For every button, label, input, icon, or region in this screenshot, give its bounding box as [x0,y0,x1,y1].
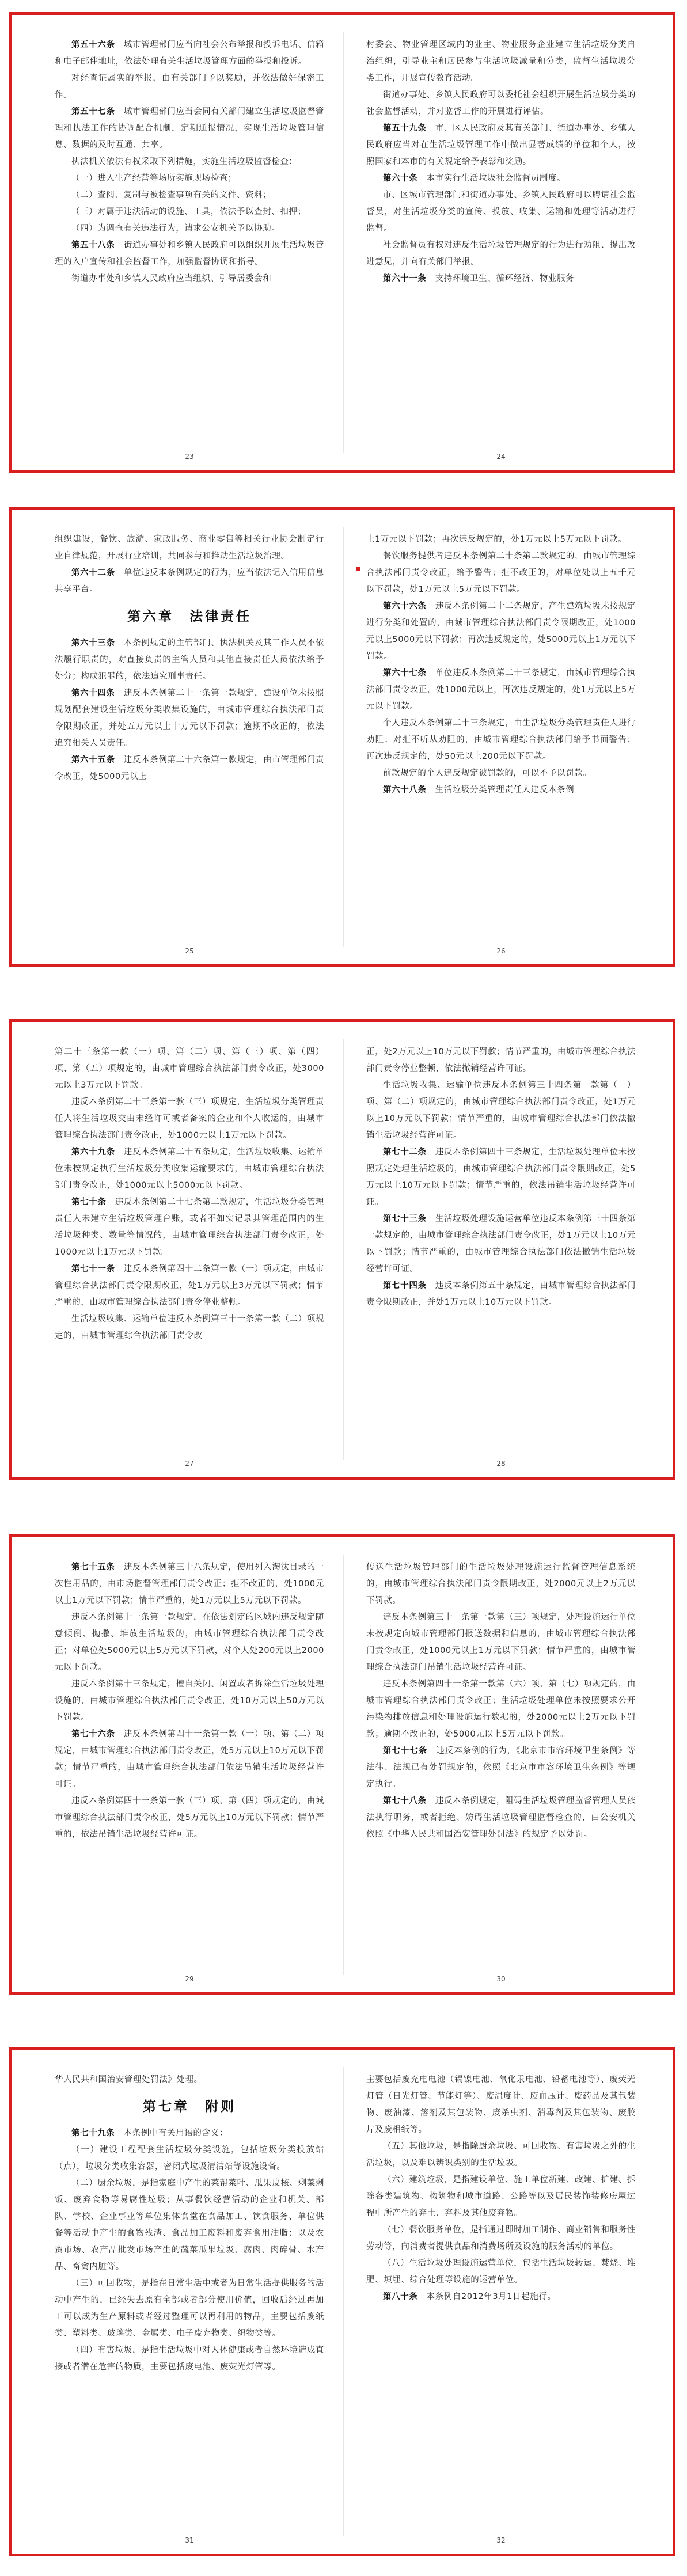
article-number: 第七十九条 [71,2129,115,2138]
paragraph-text: 市、区人民政府及其有关部门、街道办事处、乡镇人民政府应当对在生活垃圾管理工作中做出显著成绩的单位和个人，按照国家和本市的有关规定给予表彰和奖励。 [366,124,636,166]
red-marker [356,567,360,571]
paragraph-text: 第二十三条第一款（一）项、第（二）项、第（三）项、第（四）项、第（五）项规定的，由城市管理综合执法部门责令改正，处3000元以上3万元以下罚款。 [55,1047,324,1090]
left-page-text [55,1044,324,1344]
article-number: 第七十条 [71,1198,107,1207]
paragraph-text: （五）其他垃圾，是指除厨余垃圾、可回收物、有害垃圾之外的生活垃圾，以及难以辨识类别的生活垃圾。 [366,2142,636,2168]
left-page-text [55,531,324,785]
paragraph-text: 生活垃圾分类管理责任人违反本条例 [435,785,575,795]
article-paragraph [55,635,324,685]
article-paragraph [366,1211,636,1278]
paragraph-text: （六）建筑垃圾，是指建设单位、施工单位新建、改建、扩建、拆除各类建筑物、构筑物和城市道路、公路等以及居民装饰装修房屋过程中所产生的弃土、弃料及其他废弃物。 [366,2175,636,2218]
paragraph [55,187,324,204]
article-number: 第七十八条 [383,1796,427,1806]
article-number: 第七十四条 [383,1281,427,1290]
paragraph [55,1311,324,1344]
paragraph-text: （八）生活垃圾处理设施运营单位，包括生活垃圾转运、焚烧、堆肥、填埋、综合处理等设施的运营单位。 [366,2259,636,2285]
article-paragraph [366,598,636,665]
article-paragraph [366,170,636,187]
paragraph [55,221,324,237]
article-paragraph [366,1278,636,1311]
paragraph [55,2072,324,2088]
paragraph-text: 生活垃圾收集、运输单位违反本条例第三十四条第一款第（一）项、第（二）项规定的，由城市管理综合执法部门责令改正，处1万元以上10万元以下罚款；情节严重的，由城市管理综合执法部门依法撤销生活垃圾经营许可证。 [366,1081,636,1140]
paragraph-text: 违反本条例第十三条规定，擅自关闭、闲置或者拆除生活垃圾处理设施的，由城市管理综合执法部门责令改正，处10万元以上50万元以下罚款。 [55,1680,324,1722]
gutter-divider [343,1039,344,1460]
paragraph-text: 违反本条例第二十二条规定，产生建筑垃圾未按规定进行分类和处置的，由城市管理综合执法部门责令限期改正，处1000元以上5000元以下罚款；再次违反规定的，处5000元以上1万元以下罚款。 [366,602,636,661]
chapter-heading: 第七章 附则 [143,2099,236,2114]
paragraph-text: （三）对属于违法活动的设施、工具，依法予以查封、扣押； [71,207,306,216]
paragraph [55,2275,324,2342]
paragraph-text: 餐饮服务提供者违反本条例第二十条第二款规定的，由城市管理综合执法部门责令改正，给予警告；拒不改正的，对单位处以上五千元以下罚款，处1万元以上5万元以下罚款。 [366,552,636,594]
paragraph-text: 生活垃圾收集、运输单位违反本条例第三十一条第一款（二）项规定的，由城市管理综合执法部门责令改 [55,1314,324,1340]
article-number: 第六十八条 [383,785,427,795]
page-spread-2 [9,507,675,967]
paragraph-text: 违反本条例第二十七条第二款规定，生活垃圾分类管理责任人未建立生活垃圾管理台账，或者不如实记录其管理范围内的生活垃圾种类、数量等情况的，由城市管理综合执法部门责令改正，处1000元以上1万元以下罚款。 [55,1198,324,1257]
page-number: 25 [185,947,194,955]
paragraph-text: 本条例规定的主管部门、执法机关及其工作人员不依法履行职责的，对直接负责的主管人员和其他直接责任人员依法给予处分；构成犯罪的，依法追究刑事责任。 [55,639,324,681]
paragraph [366,548,636,598]
paragraph [366,1044,636,1077]
paragraph [55,2342,324,2376]
page-number: 24 [496,453,506,461]
paragraph [366,2138,636,2172]
paragraph [366,2072,636,2138]
paragraph-text: 违反本条例第二十五条规定，生活垃圾收集、运输单位未按规定执行生活垃圾分类收集运输要求的，由城市管理综合执法部门责令改正，处1000元以上5000元以下罚款。 [55,1148,324,1190]
paragraph-text: （四）为调查有关违法行为，请求公安机关予以协助。 [71,224,280,233]
paragraph [366,2172,636,2222]
article-number: 第六十九条 [71,1148,115,1157]
page-number: 23 [185,453,194,461]
article-number: 第七十二条 [383,1148,427,1157]
article-number: 第七十五条 [71,1563,115,1572]
paragraph [366,1559,636,1609]
paragraph [55,2142,324,2175]
article-number: 第五十六条 [71,40,115,50]
left-page-text [55,37,324,287]
paragraph [55,1676,324,1726]
paragraph-text: 对经查证属实的举报，由有关部门予以奖励，并依法做好保密工作。 [55,74,324,100]
article-paragraph [55,752,324,785]
article-paragraph [55,237,324,271]
paragraph [366,715,636,765]
article-paragraph [366,782,636,799]
paragraph [366,531,636,548]
right-page-text [366,1044,636,1311]
article-paragraph [55,685,324,752]
paragraph [366,1077,636,1144]
article-number: 第七十三条 [383,1214,427,1224]
gutter-divider [343,32,344,453]
page-number: 29 [185,1975,194,1983]
paragraph-text: 上1万元以下罚款；再次违反规定的，处1万元以上5万元以下罚款。 [366,535,627,544]
article-number: 第七十六条 [71,1730,115,1739]
paragraph-text: 违反本条例第四十一条第一款（一）项、第（二）项规定，由城市管理综合执法部门责令改正，处5万元以上10万元以下罚款；情节严重的，由城市管理综合执法部门依法吊销生活垃圾经营许可证。 [55,1730,324,1789]
right-page-text [366,531,636,799]
paragraph-text: 市、区城市管理部门和街道办事处、乡镇人民政府可以聘请社会监督员，对生活垃圾分类的宣传、投放、收集、运输和处理等活动进行监督。 [366,191,636,233]
paragraph-text: 街道办事处、乡镇人民政府可以委托社会组织开展生活垃圾分类的社会监督活动，并对监督工作的开展进行评估。 [366,90,636,116]
article-number: 第八十条 [383,2292,418,2301]
paragraph-text: 街道办事处和乡镇人民政府应当组织、引导居委会和 [71,274,272,283]
page-number: 26 [496,947,506,955]
article-number: 第六十条 [383,174,418,183]
article-number: 第六十七条 [383,668,427,678]
paragraph-text: 城市管理部门应当向社会公布举报和投诉电话、信箱和电子邮件地址，依法处理有关生活垃圾管理方面的举报和投诉。 [55,40,324,66]
page-number: 27 [185,1460,194,1468]
gutter-divider [343,1555,344,1975]
paragraph-text: 本条例中有关用语的含义： [123,2129,228,2138]
page-number: 30 [496,1975,506,1983]
paragraph-text: 违反本条例第五十条规定，由城市管理综合执法部门责令限期改正，并处1万元以上10万元以下罚款。 [366,1281,636,1307]
paragraph-text: 违反本条例第十一条第一款规定，在依法划定的区域内违反规定随意倾倒、抛撒、堆放生活垃圾的，由城市管理综合执法部门责令改正；对单位处5000元以上5万元以下罚款，对个人处200元以上2000元以下罚款。 [55,1613,324,1672]
article-number: 第七十七条 [383,1746,427,1756]
article-number: 第五十八条 [71,241,115,250]
paragraph-text: 正，处2万元以上10万元以下罚款；情节严重的，由城市管理综合执法部门责令停业整顿，依法撤销经营许可证。 [366,1047,636,1073]
paragraph-text: （三）可回收物，是指在日常生活中或者为日常生活提供服务的活动中产生的，已经失去原有全部或者部分使用价值，回收后经过再加工可以成为生产原料或者经过整理可以再利用的物品，主要包括废纸类、塑料类、玻璃类、金属类、电子废弃物类、织物类等。 [55,2279,324,2338]
paragraph-text: 城市管理部门应当会同有关部门建立生活垃圾监督管理和执法工作的协调配合机制，定期通报情况，实现生活垃圾管理信息、数据的及时互通、共享。 [55,107,324,150]
paragraph [366,1676,636,1743]
article-number: 第六十六条 [383,602,427,611]
paragraph-text: 违反本条例第二十三条第一款（三）项规定，生活垃圾分类管理责任人将生活垃圾交由未经许可或者备案的企业和个人收运的，由城市管理综合执法部门责令改正，处1000元以上1万元以下罚款。 [55,1097,324,1140]
paragraph-text: （四）有害垃圾，是指生活垃圾中对人体健康或者自然环境造成直接或者潜在危害的物质，主要包括废电池、废荧光灯管等。 [55,2346,324,2372]
paragraph-text: 违反本条例第三十八条规定，使用列入淘汰目录的一次性用品的，由市场监督管理部门责令改正；拒不改正的，处1000元以上1万元以下罚款；情节严重的，处1万元以上5万元以下罚款。 [55,1563,324,1605]
paragraph [55,204,324,221]
paragraph-text: 社会监督员有权对违反生活垃圾管理规定的行为进行劝阻、提出改进意见，并向有关部门举报。 [366,241,636,267]
article-paragraph [366,665,636,715]
article-paragraph [55,1726,324,1793]
article-paragraph [55,565,324,598]
paragraph-text: 本条例自2012年3月1日起施行。 [426,2292,556,2301]
paragraph [366,237,636,271]
right-page-text [366,1559,636,1843]
article-paragraph [366,1743,636,1793]
paragraph-text: （一）进入生产经营等场所实施现场检查； [71,174,237,183]
paragraph [55,70,324,104]
article-paragraph [366,1144,636,1211]
left-page-text [55,2072,324,2376]
paragraph-text: 主要包括废充电电池（镉镍电池、氧化汞电池、铅蓄电池等）、废荧光灯管（日光灯管、节能灯等）、废温度计、废血压计、废药品及其包装物、废油漆、溶剂及其包装物、废杀虫剂、消毒剂及其包装物、废胶片及废相纸等。 [366,2075,636,2134]
right-page-text [366,2072,636,2305]
paragraph [366,2255,636,2289]
paragraph-text: 单位违反本条例规定的行为，应当依法记入信用信息共享平台。 [55,568,324,594]
paragraph-text: 村委会、物业管理区域内的业主、物业服务企业建立生活垃圾分类自治组织，引导业主和居民参与生活垃圾减量和分类，监督生活垃圾分类工作，开展宣传教育活动。 [366,40,636,83]
article-paragraph [366,120,636,170]
paragraph-text: 传送生活垃圾管理部门的生活垃圾处理设施运行监督管理信息系统的，由城市管理综合执法部门责令限期改正，处2000元以上2万元以下罚款。 [366,1563,636,1605]
paragraph-text: 单位违反本条例第二十三条规定，由城市管理综合执法部门责令改正，处1000元以上，再次违反规定的，处1万元以上5万元以下罚款。 [366,668,636,711]
paragraph [55,2175,324,2275]
paragraph-text: 本市实行生活垃圾社会监督员制度。 [426,174,566,183]
page-spread-4 [9,1534,675,1995]
article-number: 第六十五条 [71,755,115,765]
chapter-heading: 第六章 法律责任 [127,609,252,624]
paragraph [55,531,324,565]
paragraph-text: （二）厨余垃圾，是指家庭中产生的菜帮菜叶、瓜果皮核、剩菜剩饭、废弃食物等易腐性垃圾；从事餐饮经营活动的企业和机关、部队、学校、企业事业等单位集体食堂在食品加工、饮食服务、单位供餐等活动中产生的食物残渣、食品加工废料和废弃食用油脂；以及农贸市场、农产品批发市场产生的蔬菜瓜果垃圾、腐肉、肉碎骨、水产品、畜禽内脏等。 [55,2179,324,2271]
paragraph-text: 违反本条例第三十一条第一款第（三）项规定，处理设施运行单位未按规定向城市管理部门报送数据和信息的，由城市管理综合执法部门责令改正，处1000元以上1万元以下罚款；情节严重的，由城市管理综合执法部门吊销生活垃圾经营许可证。 [366,1613,636,1672]
paragraph-text: 前款规定的个人违反规定被罚款的，可以不予以罚款。 [383,769,592,778]
article-paragraph [55,104,324,154]
article-paragraph [55,1559,324,1609]
paragraph-text: 违反本条例第四十二条第一款（一）项规定，由城市管理综合执法部门责令限期改正，处1万元以上3万元以下罚款；情节严重的，由城市管理综合执法部门责令停业整顿。 [55,1264,324,1307]
paragraph-text: 组织建设，餐饮、旅游、家政服务、商业零售等相关行业协会制定行业自律规范，开展行业培训，共同参与和推动生活垃圾治理。 [55,535,324,561]
paragraph [55,1044,324,1094]
paragraph-text: 个人违反本条例第二十三条规定，由生活垃圾分类管理责任人进行劝阻；对拒不听从劝阻的，由城市管理综合执法部门给予书面警告；再次违反规定的，处50元以上200元以下罚款。 [366,719,636,761]
page-number: 32 [496,2536,506,2544]
article-number: 第七十一条 [71,1264,115,1274]
article-number: 第六十一条 [383,274,427,283]
paragraph-text: 违反本条例的行为，《北京市市容环境卫生条例》等法律、法规已有处罚规定的，依照《北京市市容环境卫生条例》等规定执行。 [366,1746,636,1789]
paragraph-text: 违反本条例第四十一条第一款（三）项、第（四）项规定的，由城市管理综合执法部门责令改正，处5万元以上10万元以下罚款；情节严重的，依法吊销生活垃圾经营许可证。 [55,1796,324,1839]
paragraph-text: 华人民共和国治安管理处罚法》处理。 [55,2075,203,2084]
paragraph [55,1094,324,1144]
article-paragraph [366,1793,636,1843]
article-paragraph [55,1261,324,1311]
article-number: 第六十二条 [71,568,115,577]
article-paragraph [55,1194,324,1261]
paragraph [55,170,324,187]
paragraph [366,765,636,782]
paragraph-text: 违反本条例第二十六条第一款规定，由市管理部门责令改正，处5000元以上 [55,755,324,781]
article-paragraph [55,2125,324,2142]
paragraph-text: （七）餐饮服务单位，是指通过即时加工制作、商业销售和服务性劳动等，向消费者提供食品和消费场所及设施的服务活动的单位。 [366,2225,636,2251]
paragraph-text: （二）查阅、复制与被检查事项有关的文件、资料； [71,191,272,200]
gutter-divider [343,2067,344,2536]
paragraph [366,1609,636,1676]
article-paragraph [366,2289,636,2305]
page-number: 28 [496,1460,506,1468]
paragraph-text: 执法机关依法有权采取下列措施，实施生活垃圾监督检查： [71,157,298,166]
paragraph-text: 违反本条例规定，阻碍生活垃圾管理监督管理人员依法执行职务，或者拒绝、妨碍生活垃圾管理监督检查的，由公安机关依照《中华人民共和国治安管理处罚法》的规定予以处罚。 [366,1796,636,1839]
paragraph-text: 违反本条例第二十一条第一款规定，建设单位未按照规划配套建设生活垃圾分类收集设施的，由城市管理综合执法部门责令限期改正，并处五万元以上十万元以下罚款；逾期不改正的，依法追究相关人员责任。 [55,689,324,748]
paragraph [55,1609,324,1676]
paragraph [55,154,324,170]
gutter-divider [343,527,344,947]
article-number: 第六十三条 [71,639,115,648]
paragraph [366,2222,636,2255]
article-paragraph [55,1144,324,1194]
page-spread-5 [9,2047,675,2556]
article-number: 第五十七条 [71,107,115,116]
paragraph [55,271,324,287]
article-number: 第六十四条 [71,689,115,698]
paragraph-text: 违反本条例第四十一条第一款第（六）项、第（七）项规定的，由城市管理综合执法部门责令改正；生活垃圾处理单位未按照要求公开污染物排放信息和处理设施运行数据的，处2000元以上2万元以下罚款；逾期不改正的，处5000元以上5万元以下罚款。 [366,1680,636,1739]
article-paragraph [366,271,636,287]
paragraph-text: （一）建设工程配套生活垃圾分类设施，包括垃圾分类投放站（点），垃圾分类收集容器，密闭式垃圾清洁站等设施设备。 [55,2145,324,2171]
paragraph [366,87,636,120]
page-number: 31 [185,2536,194,2544]
paragraph [366,37,636,87]
paragraph-text: 违反本条例第四十三条规定，生活垃圾处理单位未按照规定处理生活垃圾的，由城市管理综合执法部门责令限期改正，处5万元以上10万元以下罚款；情节严重的，依法吊销生活垃圾经营许可证。 [366,1148,636,1207]
paragraph [55,1793,324,1843]
article-paragraph [55,37,324,70]
paragraph [366,187,636,237]
page-spread-3 [9,1019,675,1480]
paragraph-text: 生活垃圾处理设施运营单位违反本条例第三十四条第一款规定的，由城市管理综合执法部门责令改正，处1万元以上10万元以下罚款；情节严重的，由城市管理综合执法部门依法撤销生活垃圾经营许可证。 [366,1214,636,1274]
page-spread-1 [9,12,675,473]
right-page-text [366,37,636,287]
left-page-text [55,1559,324,1843]
paragraph-text: 街道办事处和乡镇人民政府可以组织开展生活垃圾管理的入户宣传和社会监督工作，加强监督协调和指导。 [55,241,324,267]
paragraph-text: 支持环境卫生、循环经济、物业服务 [435,274,575,283]
article-number: 第五十九条 [383,124,427,133]
